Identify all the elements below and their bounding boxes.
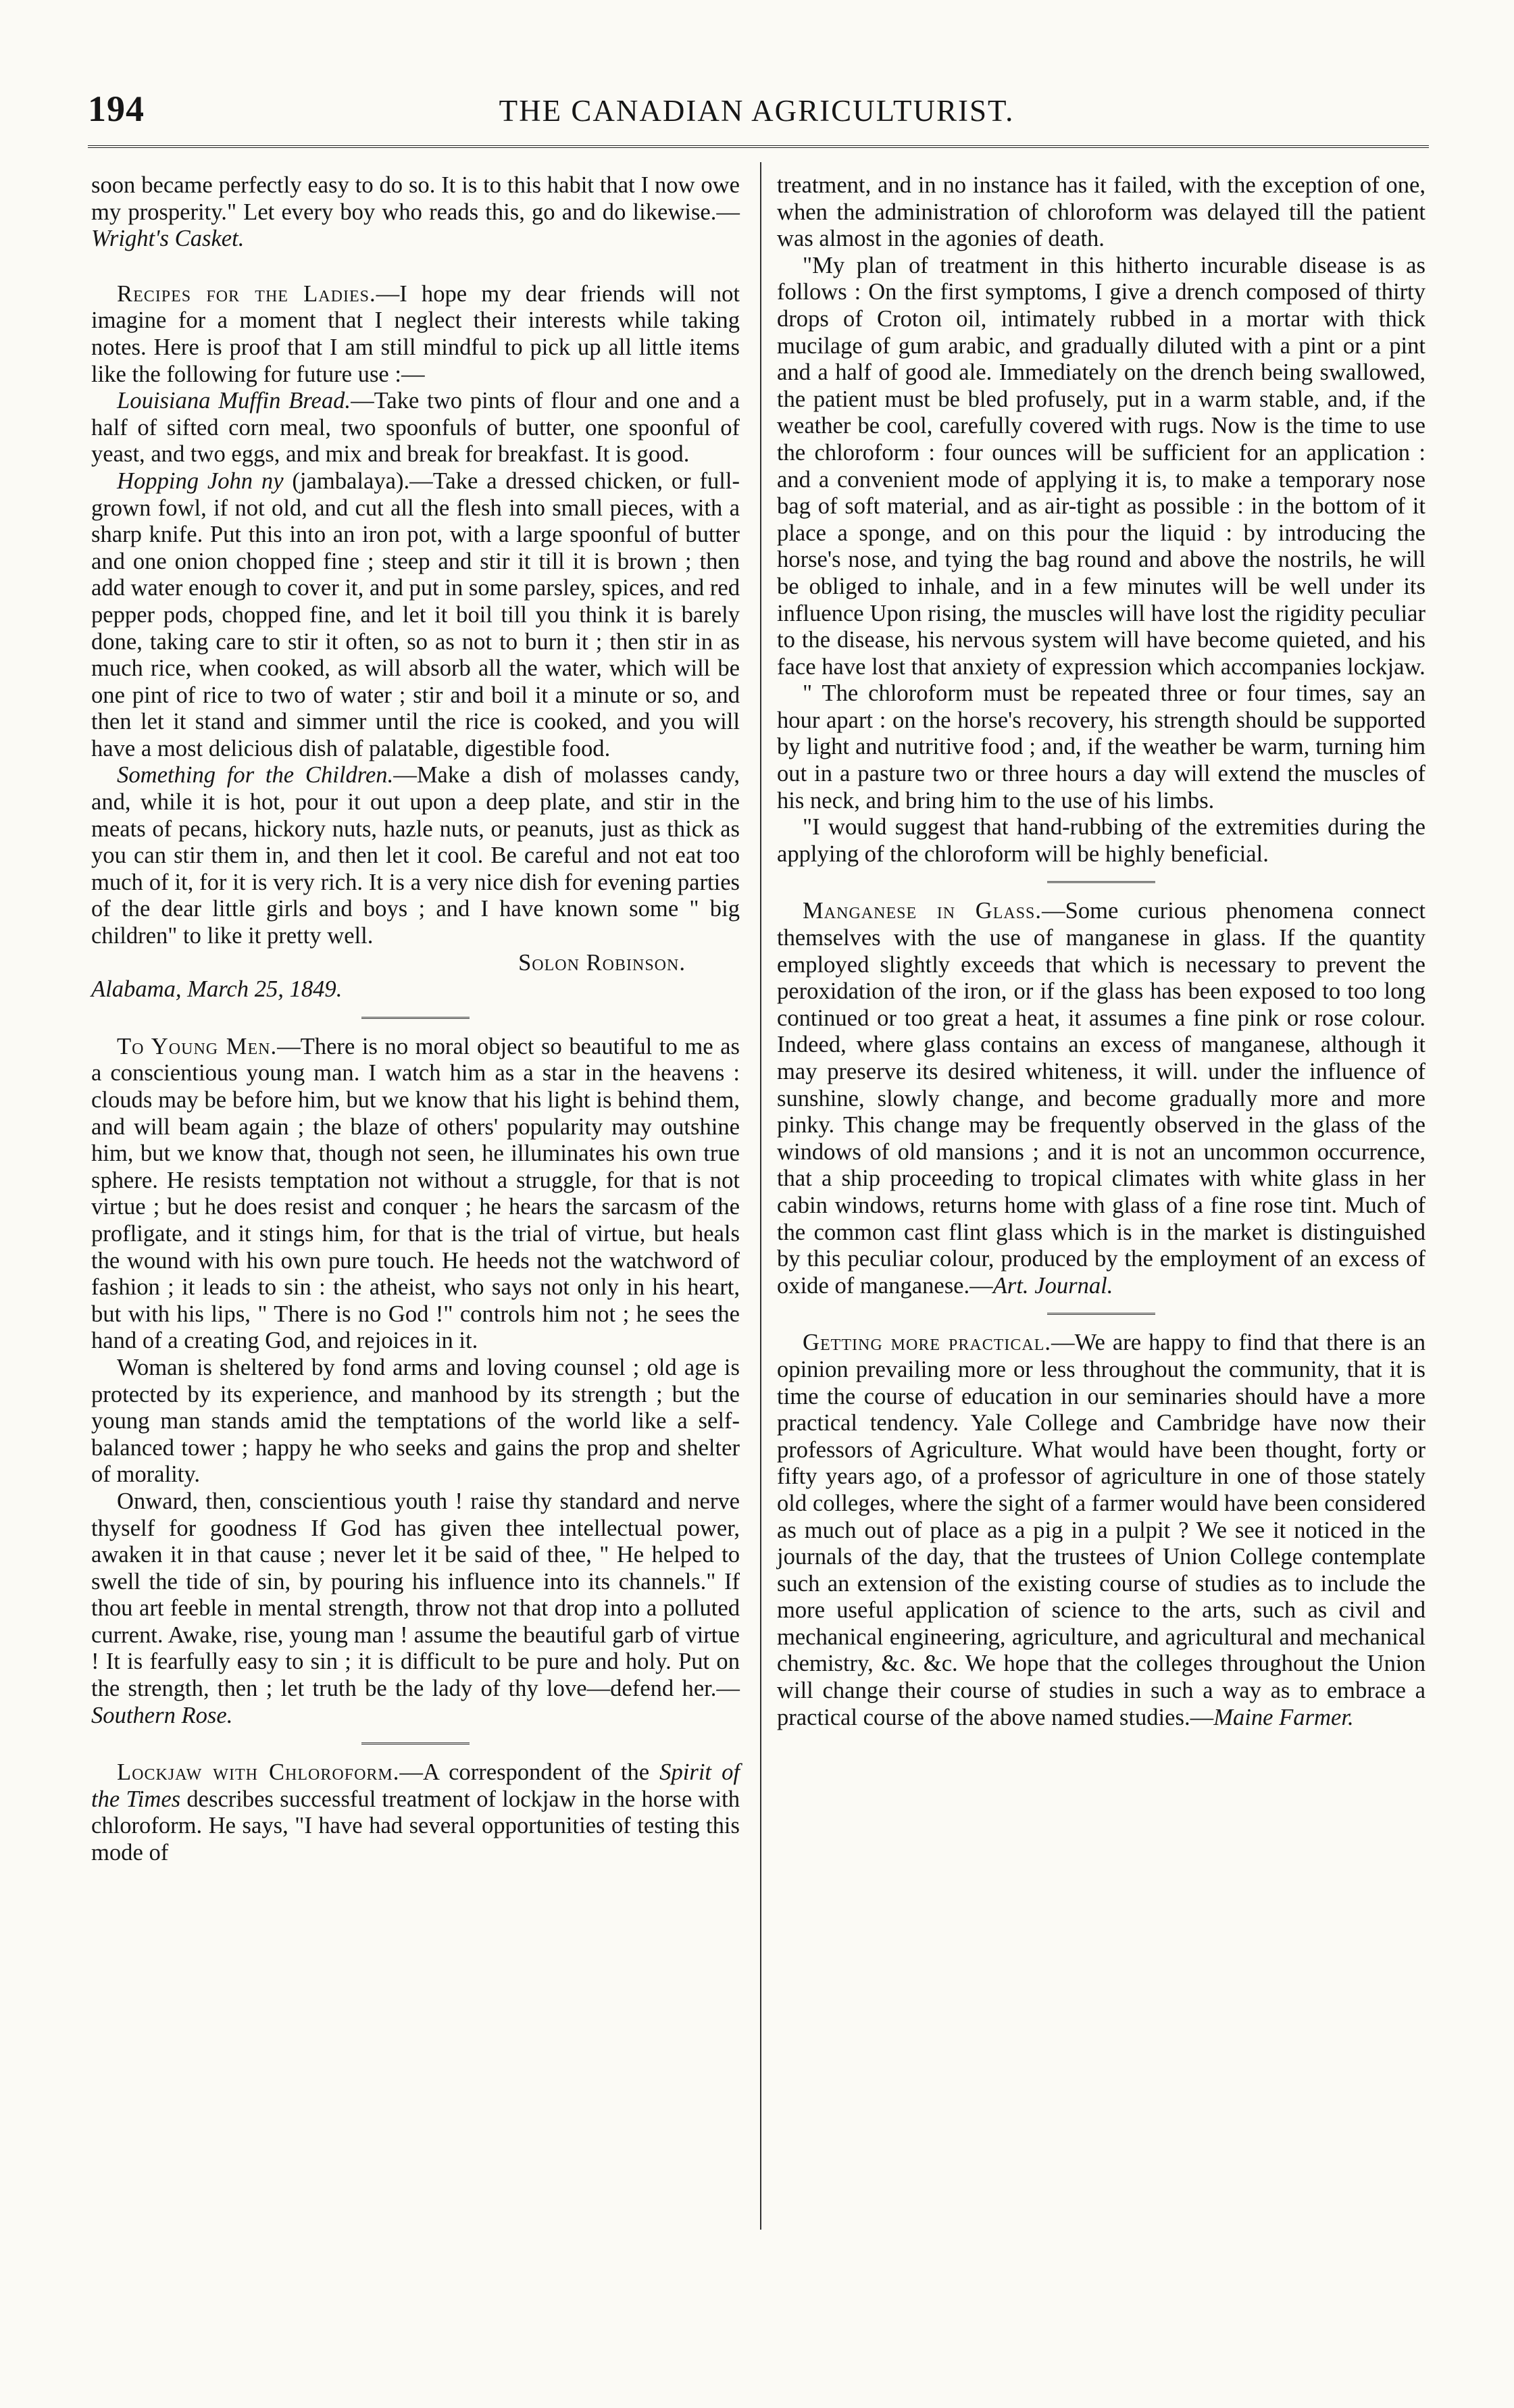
recipe-title: Louisiana Muffin Bread. [117, 388, 351, 414]
column-divider [760, 162, 761, 2230]
young-men-paragraph [91, 1034, 740, 1355]
lockjaw-text: —A correspondent of the [399, 1759, 660, 1786]
running-title: THE CANADIAN AGRICULTURIST. [499, 94, 1015, 128]
recipe-text: —Make a dish of molasses candy, and, while it is hot, pour it out upon a deep plate, and stir in the meats of pecans, hickory nuts, hazle nuts, or peanuts, just as thick as you can stir them in, and then let it cool. Be careful and not eat too much of it, for it is very rich. It is a very nice dish for evening parties of the dear little girls and boys ; and I have known some " big children" to like it pretty well. [91, 762, 740, 949]
young-men-paragraph [91, 1488, 740, 1729]
young-men-text: Onward, then, conscientious youth ! raise thy standard and nerve thyself for goodness If God has given thee intellectual power, awaken it in that cause ; never let it be said of thee, " He helped to swell the tide of sin, by pouring his influence into its channels." If thou art feeble in mental strength, throw not that drop into a polluted current. Awake, rise, young man ! assume the beautiful garb of virtue ! It is fearfully easy to sin ; it is difficult to be pure and holy. Put on the strength, then ; let truth be the lady of thy love—defend her.— [91, 1488, 740, 1702]
intro-text: soon became perfectly easy to do so. It is to this habit that I now owe my prosperity." Let every boy who reads this, go and do likewise.— [91, 172, 740, 225]
lockjaw-continued: " The chloroform must be repeated three or four times, say an hour apart : on the horse's recovery, his strength should be supported by light and nutritive food ; and, if the weather be warm, turning him out in a pasture two or three hours a day will extend the muscles of his neck, and bring him to the use of his limbs. [777, 680, 1425, 813]
practical-text: —We are happy to find that there is an opinion prevailing more or less throughout the community, that it is time the course of education in our seminaries should have a more practical tendency. Yale College and Cambridge have now their professors of Agriculture. What would have been thought, forty or fifty years ago, of a professor of agriculture in one of those stately old colleges, where the sight of a farmer would have been considered as much out of place as a pig in a pulpit ? We see it noticed in the journals of the day, that the trustees of Union College contemplate such an extension of the existing course of studies as to include the more useful application of science to the arts, such as civil and mechanical engineering, agriculture, and agricultural and mechanical chemistry, &c. &c. We hope that the colleges throughout the Union will change their course of studies in such a way as to embrace a practical course of the above named studies.— [777, 1330, 1425, 1730]
section-rule [361, 1742, 470, 1745]
lockjaw-continued: "I would suggest that hand-rubbing of the extremities during the applying of the chloroform will be highly beneficial. [777, 814, 1425, 867]
page-number: 194 [88, 89, 145, 129]
manganese-source: Art. Journal. [992, 1272, 1113, 1299]
header-rule [88, 145, 1429, 148]
section-rule [361, 1017, 470, 1019]
recipe-title: Hopping John ny [117, 468, 284, 494]
young-men-source: Southern Rose. [91, 1702, 233, 1728]
young-men-heading: To Young Men. [117, 1033, 278, 1059]
recipes-signature: Solon Robinson. [518, 949, 686, 976]
recipe-title: Something for the Children. [117, 762, 394, 788]
recipes-intro [91, 281, 740, 388]
lockjaw-publication: Spirit of the Times [91, 1759, 740, 1812]
right-column [777, 172, 1425, 1731]
recipe-item [91, 762, 740, 949]
recipe-text: —Take two pints of flour and one and a half of sifted corn meal, two spoonfuls of butter, one spoonful of yeast, and two eggs, and mix and break for breakfast. It is good. [91, 388, 740, 468]
lockjaw-paragraph [91, 1759, 740, 1866]
section-rule [1047, 1313, 1155, 1315]
recipe-item [91, 468, 740, 763]
recipe-item [91, 388, 740, 468]
left-column [91, 172, 740, 1867]
page-header [81, 88, 1432, 142]
young-men-text: —There is no moral object so beautiful to me as a conscientious young man. I watch him as a star in the heavens : clouds may be before him, but we know that his light is behind them, and will beam again ; the blaze of others' popularity may outshine him, but we know that, though not seen, he illuminates his own true sphere. He resists temptation not without a struggle, for that is not virtue ; but he does resist and conquer ; he hears the sarcasm of the profligate, and it stings him, for that is the trial of virtue, but heals the wound with his own pure touch. He heeds not the watchword of fashion ; it leads to sin : the atheist, who says not only in his heart, but with his lips, " There is no God !" controls him not ; he sees the hand of a creating God, and rejoices in it. [91, 1033, 740, 1354]
practical-paragraph [777, 1330, 1425, 1731]
practical-source: Maine Farmer. [1213, 1704, 1354, 1730]
recipes-heading: Recipes for the Ladies. [117, 280, 376, 307]
lockjaw-heading: Lockjaw with Chloroform. [117, 1759, 400, 1786]
manganese-text: —Some curious phenomena connect themselves with the use of manganese in glass. If the quantity employed slightly exceeds that which is necessary to prevent the peroxidation of the iron, or if the glass has been exposed to too long continued or too great a heat, it assumes a fine pink or rose colour. Indeed, where glass contains an excess of manganese, although it may preserve its desired whiteness, it will. under the influence of sunshine, slowly change, and become gradually more and more pinky. This change may be frequently observed in the glass of the windows of old mansions ; and it is not an uncommon occurrence, that a ship proceeding to tropical climates with white glass in her cabin windows, returns home with glass of a fine rose tint. Much of the common cast flint glass which is in the market is distinguished by this peculiar colour, produced by the employment of an excess of oxide of manganese.— [777, 898, 1425, 1299]
manganese-paragraph [777, 898, 1425, 1299]
recipes-dateline: Alabama, March 25, 1849. [91, 976, 343, 1003]
practical-heading: Getting more practical. [803, 1330, 1052, 1356]
lockjaw-continued: "My plan of treatment in this hitherto incurable disease is as follows : On the first symptoms, I give a drench composed of thirty drops of Croton oil, intimately rubbed in a mortar with thick mucilage of gum arabic, and gradually diluted with a pint or a pint and a half of good ale. Immediately on the drench being swallowed, the patient must be bled profusely, put in a warm stable, and, if the weather be cool, carefully covered with rugs. Now is the time to use the chloroform : four ounces will be sufficient for an application : and a convenient mode of applying it is, to make a temporary nose bag of soft material, and as air-tight as possible : in the bottom of it place a sponge, and on this pour the liquid : by introducing the horse's nose, and tying the bag round and above the nostrils, he will be obliged to inhale, and in a few minutes will be well under its influence Upon rising, the muscles will have lost the rigidity peculiar to the disease, his nervous system will have become quieted, and his face have lost that anxiety of expression which accompanies lockjaw. [777, 252, 1425, 680]
recipes-intro-text: —I hope my dear friends will not imagine for a moment that I neglect their interests while taking notes. Here is proof that I am still mindful to pick up all little items like the following for future use :— [91, 280, 740, 387]
intro-paragraph [91, 172, 740, 253]
intro-source: Wright's Casket. [91, 226, 245, 252]
recipe-text: (jambalaya).—Take a dressed chicken, or full-grown fowl, if not old, and cut all the flesh into small pieces, with a sharp knife. Put this into an iron pot, with a large spoonful of butter and one onion chopped fine ; steep and stir it till it is brown ; then add water enough to cover it, and put in some parsley, spices, and red pepper pods, chopped fine, and let it boil till you think it is barely done, taking care to stir it often, so as not to burn it ; then stir in as much rice, when cooked, as will absorb all the water, which will be one pint of rice to two of water ; stir and boil it a minute or so, and then let it stand and simmer until the rice is cooked, and you will have a most delicious dish of palatable, digestible food. [91, 468, 740, 761]
young-men-paragraph: Woman is sheltered by fond arms and loving counsel ; old age is protected by its experience, and manhood by its strength ; but the young man stands amid the temptations of the world like a self-balanced tower ; happy he who seeks and gains the prop and shelter of morality. [91, 1354, 740, 1488]
section-rule [1047, 881, 1155, 883]
lockjaw-text: describes successful treatment of lockjaw in the horse with chloroform. He says, "I have had several opportunities of testing this mode of [91, 1786, 740, 1866]
manganese-heading: Manganese in Glass. [803, 898, 1042, 924]
lockjaw-continued: treatment, and in no instance has it failed, with the exception of one, when the administration of chloroform was delayed till the patient was almost in the agonies of death. [777, 172, 1425, 252]
